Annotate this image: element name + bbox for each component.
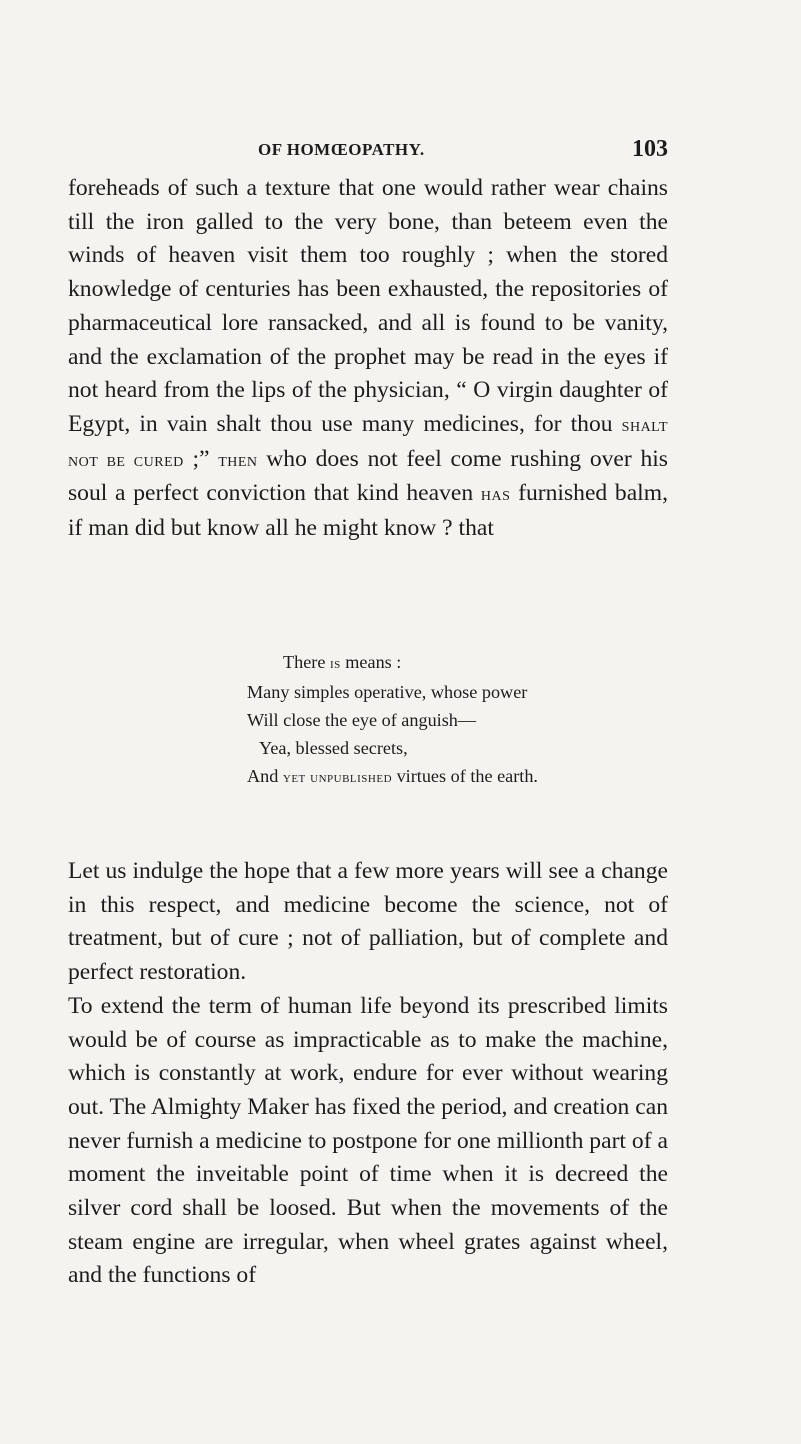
small-caps-run: yet unpublished <box>282 769 393 786</box>
closing-paragraphs <box>68 855 668 1293</box>
text-run: ;” <box>183 445 219 472</box>
text-run: And <box>247 766 283 786</box>
small-caps-run: has <box>480 483 511 506</box>
running-title: OF HOMŒOPATHY. <box>258 140 425 159</box>
paragraph-continued <box>68 172 668 546</box>
verse-line-3: Will close the eye of anguish— <box>247 710 477 730</box>
text-run: virtues of the earth. <box>392 766 538 786</box>
text-run: There <box>283 652 330 672</box>
small-caps-run: is <box>329 655 341 672</box>
opening-paragraph <box>68 172 668 546</box>
verse-line-5 <box>0 762 801 792</box>
small-caps-run: shalt not be cured <box>68 413 668 471</box>
text-run: foreheads of such a texture that one would rather wear chains till the iron galled to the very bone, than beteem even the winds of heaven visit them too roughly ; when the stored knowledge of centuries has been exhausted, the repositories of pharmaceutical lore ransacked, and all is found to be vanity, and the exclamation of the prophet may be read in the eyes if not heard from the lips of the physician, “ O virgin daughter of Egypt, in vain shalt thou use many medicines, for thou <box>68 175 668 437</box>
verse-line-1 <box>0 648 801 678</box>
text-run: means : <box>340 652 402 672</box>
text-run: furnished balm, if man did but know all he might know ? that <box>68 480 668 542</box>
verse-line-2: Many simples operative, whose power <box>247 682 528 702</box>
running-head <box>258 136 668 170</box>
paragraph-human-life: To extend the term of human life beyond its prescribed limits would be of course as impracticable as to make the machine, which is constantly at work, endure for ever without wearing out. The Almighty Maker has fixed the period, and creation can never furnish a medicine to postpone for one millionth part of a moment the inveitable point of time when it is decreed the silver cord shall be loosed. But when the movements of the steam engine are irregular, when wheel grates against wheel, and the functions of <box>68 992 668 1289</box>
page-number: 103 <box>632 136 668 162</box>
verse-line-4: Yea, blessed secrets, <box>259 738 408 758</box>
small-caps-run: then <box>218 448 258 471</box>
text-run: who does not feel come rushing over his soul a perfect conviction that kind heaven <box>68 445 668 507</box>
paragraph-hope: Let us indulge the hope that a few more years will see a change in this respect, and medicine become the science, not of treatment, but of cure ; not of palliation, but of complete and perfect restoration. <box>68 858 668 986</box>
verse-quotation <box>0 648 801 792</box>
